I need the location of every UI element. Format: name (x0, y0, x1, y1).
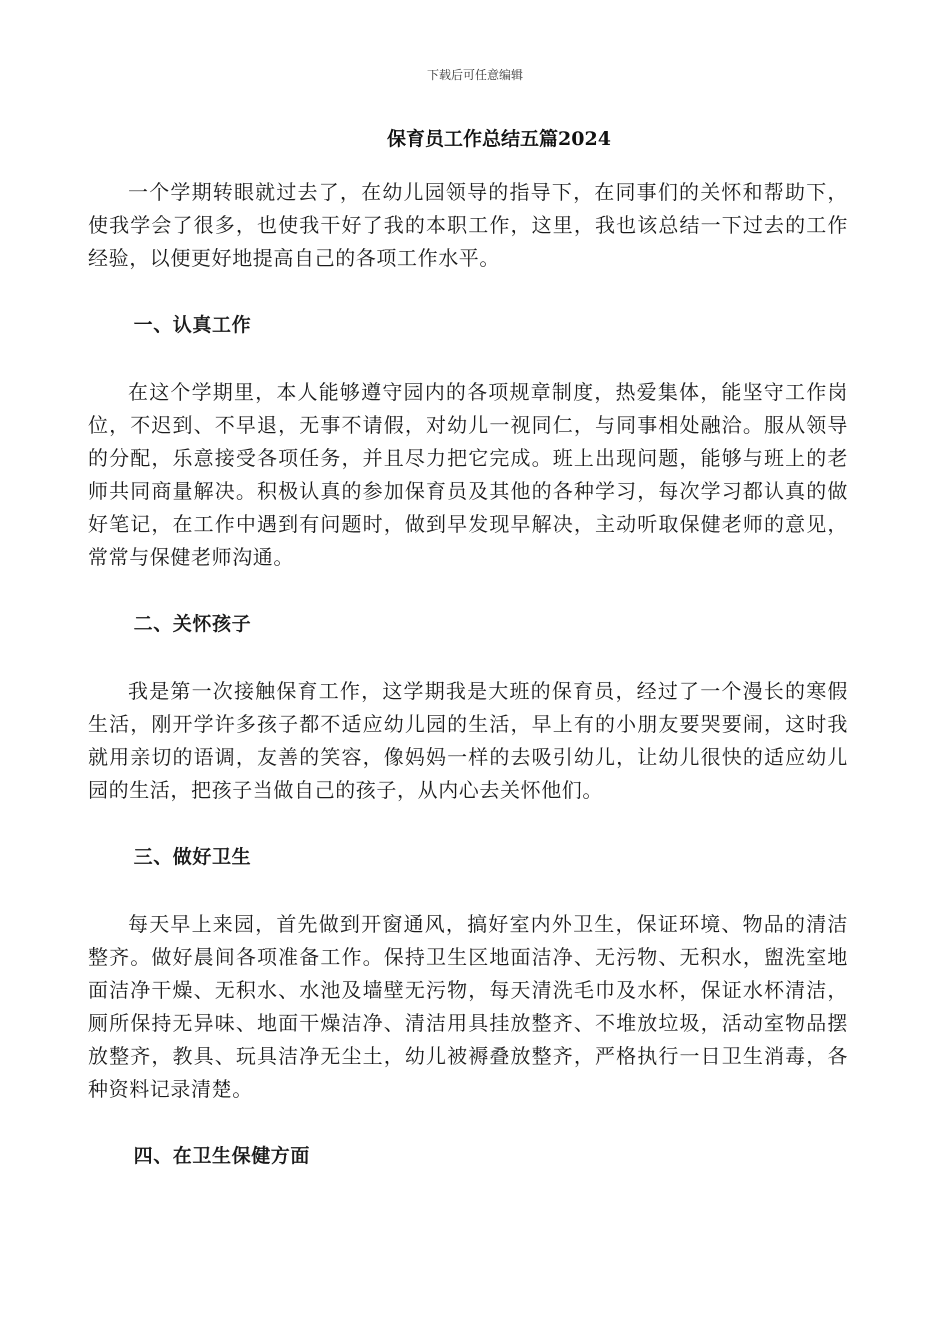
section-paragraph-3: 每天早上来园，首先做到开窗通风，搞好室内外卫生，保证环境、物品的清洁整齐。做好晨间各项准备工作。保持卫生区地面洁净、无污物、无积水，盥洗室地面洁净干燥、无积水、水池及墙壁无污物，每天清洗毛巾及水杯，保证水杯清洁，厕所保持无异味、地面干燥洁净、清洁用具挂放整齐、不堆放垃圾，活动室物品摆放整齐，教具、玩具洁净无尘土，幼儿被褥叠放整齐，严格执行一日卫生消毒，各种资料记录清楚。 (88, 912, 848, 1101)
section-heading-3: 三、做好卫生 (133, 846, 252, 868)
section-heading-4: 四、在卫生保健方面 (133, 1145, 310, 1167)
document-title: 保育员工作总结五篇2024 (387, 128, 611, 150)
section-paragraph-1: 在这个学期里，本人能够遵守园内的各项规章制度，热爱集体，能坚守工作岗位，不迟到、不早退，无事不请假，对幼儿一视同仁，与同事相处融洽。服从领导的分配，乐意接受各项任务，并且尽力把它完成。班上出现问题，能够与班上的老师共同商量解决。积极认真的参加保育员及其他的各种学习，每次学习都认真的做好笔记，在工作中遇到有问题时，做到早发现早解决，主动听取保健老师的意见，常常与保健老师沟通。 (88, 380, 848, 569)
intro-paragraph: 一个学期转眼就过去了，在幼儿园领导的指导下，在同事们的关怀和帮助下，使我学会了很多，也使我干好了我的本职工作，这里，我也该总结一下过去的工作经验，以便更好地提高自己的各项工作水平。 (88, 180, 848, 270)
document-body (88, 176, 848, 1207)
section-heading-2: 二、关怀孩子 (133, 613, 252, 635)
section-paragraph-2: 我是第一次接触保育工作，这学期我是大班的保育员，经过了一个漫长的寒假生活，刚开学许多孩子都不适应幼儿园的生活，早上有的小朋友要哭要闹，这时我就用亲切的语调，友善的笑容，像妈妈一样的去吸引幼儿，让幼儿很快的适应幼儿园的生活，把孩子当做自己的孩子，从内心去关怀他们。 (88, 679, 848, 802)
section-heading-1: 一、认真工作 (133, 314, 252, 336)
header-note: 下载后可任意编辑 (426, 68, 523, 82)
